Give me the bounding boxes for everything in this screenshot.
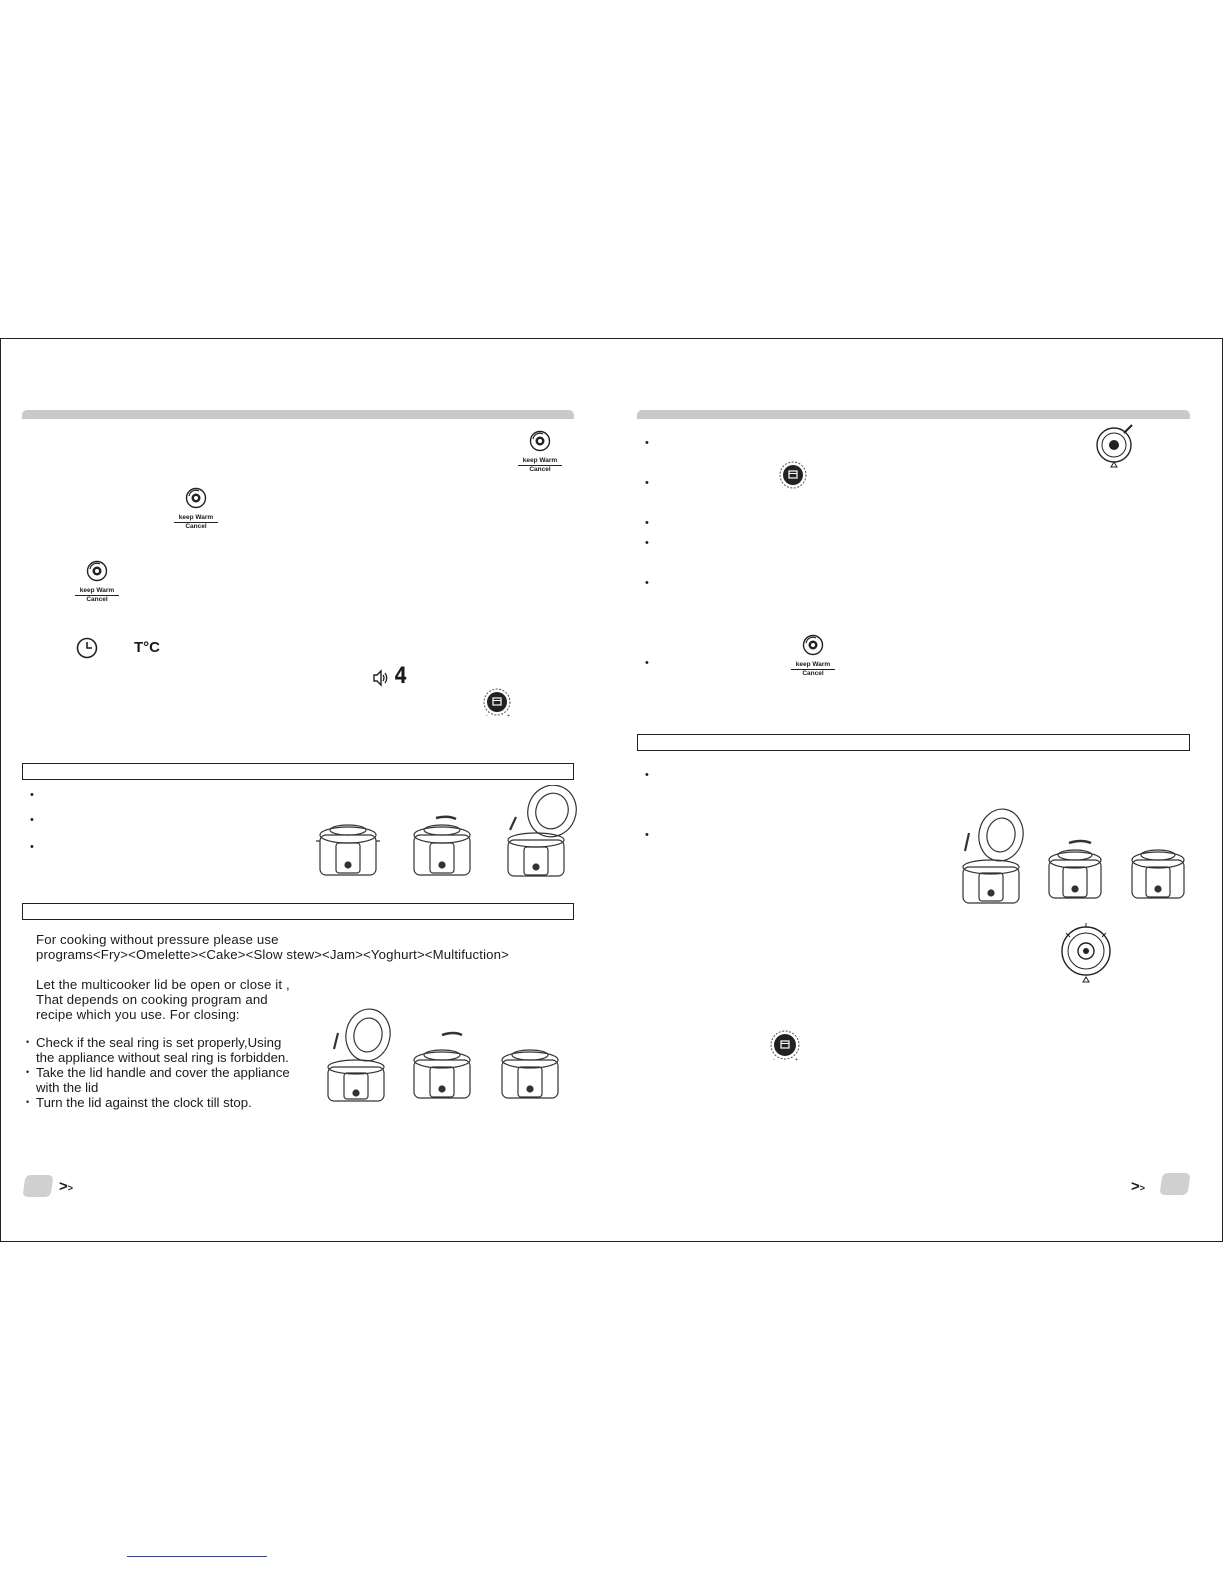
cancel-label: Cancel: [529, 466, 551, 473]
no-pressure-intro: [36, 932, 509, 962]
cooker-open: [508, 785, 582, 876]
bullet-dot: •: [645, 657, 649, 669]
clock-icon: [76, 637, 98, 659]
knob-icon: [480, 688, 514, 718]
list-item: • Turn the lid against the clock till stop.: [26, 1095, 290, 1110]
pressure-valve-icon: [1094, 423, 1138, 469]
keep-warm-icon: [185, 487, 207, 509]
text-line: Let the multicooker lid be open or close it ,: [36, 977, 290, 992]
text-line: with the lid: [36, 1080, 99, 1095]
cooker-closed: [502, 1050, 558, 1098]
lid-closing-illustration: [955, 805, 1195, 910]
text-line: For cooking without pressure please use: [36, 932, 279, 947]
svg-text:+: +: [795, 1057, 798, 1062]
svg-text:+: +: [507, 713, 510, 718]
section-heading-box: [637, 734, 1190, 751]
keep-warm-cancel-icon: [75, 560, 119, 604]
closing-steps-list: [26, 1035, 290, 1110]
cooker-closed: [1132, 850, 1184, 898]
text-line: the appliance without seal ring is forbidden.: [36, 1050, 289, 1065]
cancel-label: Cancel: [185, 523, 207, 530]
lid-closing-illustration: [320, 1005, 580, 1105]
footer-link-underline[interactable]: [127, 1556, 267, 1557]
bullet-dot: •: [645, 537, 649, 549]
next-arrows-icon: >>: [59, 1178, 74, 1195]
page-number-tab: [1159, 1173, 1190, 1195]
keep-warm-cancel-icon: [174, 487, 218, 531]
keep-warm-label: keep Warm: [518, 457, 562, 466]
text-line: recipe which you use. For closing:: [36, 1007, 240, 1022]
svg-text:-: -: [486, 713, 488, 718]
cooker-turning: [1049, 841, 1101, 898]
text-line: Turn the lid against the clock till stop.: [36, 1095, 252, 1110]
keep-warm-label: keep Warm: [791, 661, 835, 670]
sound-icon: [372, 669, 390, 687]
lid-opening-illustration: [312, 785, 582, 885]
bullet-dot: •: [30, 789, 34, 801]
cooker-turning: [414, 817, 470, 875]
keep-warm-label: keep Warm: [174, 514, 218, 523]
temperature-symbol: T°C: [134, 639, 160, 656]
text-line: Take the lid handle and cover the appliance: [36, 1065, 290, 1080]
section-heading-box: [22, 763, 574, 780]
bullet-dot: •: [645, 769, 649, 781]
bullet-dot: •: [645, 829, 649, 841]
knob-icon: [776, 461, 810, 491]
bullet-dot: •: [30, 814, 34, 826]
keep-warm-label: keep Warm: [75, 587, 119, 596]
digit-display: 4: [394, 664, 408, 689]
keep-warm-icon: [802, 634, 824, 656]
cooker-turning: [414, 1033, 470, 1098]
bullet-dot: •: [645, 477, 649, 489]
cooker-closed: [316, 825, 380, 875]
keep-warm-cancel-icon: [791, 634, 835, 678]
svg-text:-: -: [773, 1057, 775, 1062]
bullet-dot: •: [645, 577, 649, 589]
lid-top-view-icon: [1060, 923, 1112, 983]
keep-warm-icon: [86, 560, 108, 582]
lid-intro: [36, 977, 290, 1022]
cancel-label: Cancel: [86, 596, 108, 603]
list-item: • Check if the seal ring is set properly,Using the appliance without seal ring is forbidden.: [26, 1035, 289, 1065]
knob-icon: [768, 1030, 802, 1062]
cancel-label: Cancel: [802, 670, 824, 677]
bullet-dot: •: [30, 841, 34, 853]
keep-warm-cancel-icon: [518, 430, 562, 474]
list-item: • Take the lid handle and cover the appliance with the lid: [26, 1065, 290, 1095]
bullet-dot: •: [645, 517, 649, 529]
right-header-bar: [637, 410, 1190, 419]
bullet-dot: •: [645, 437, 649, 449]
section-heading-box: [22, 903, 574, 920]
next-arrows-icon: >>: [1131, 1178, 1146, 1195]
keep-warm-icon: [529, 430, 551, 452]
cooker-open: [328, 1006, 394, 1101]
left-header-bar: [22, 410, 574, 419]
text-line: That depends on cooking program and: [36, 992, 268, 1007]
text-line: Check if the seal ring is set properly,Using: [36, 1035, 282, 1050]
cooker-open: [963, 806, 1027, 903]
page-number-tab: [22, 1175, 53, 1197]
text-line: programs<Fry><Omelette><Cake><Slow stew><Jam><Yoghurt><Multifuction>: [36, 947, 509, 962]
